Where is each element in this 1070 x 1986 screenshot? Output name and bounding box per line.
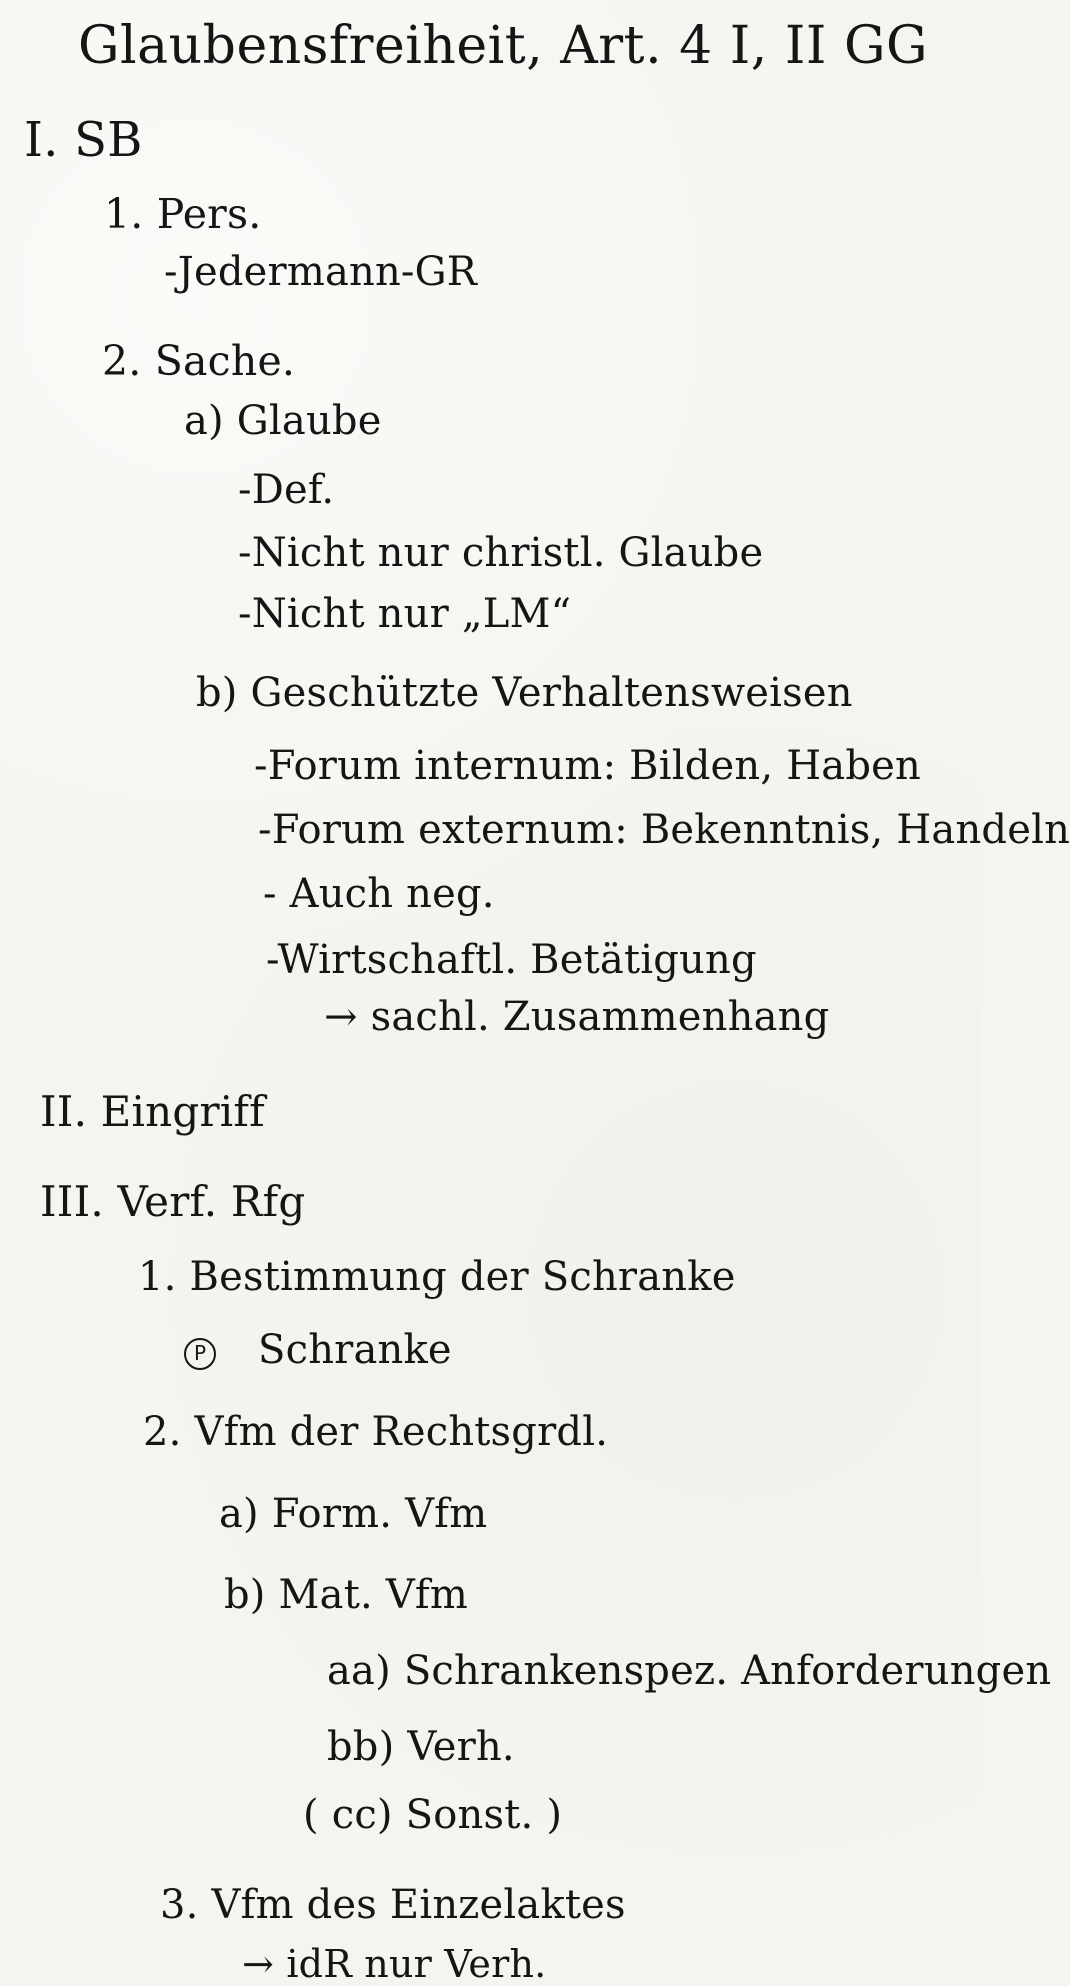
schranke-line: Schranke (258, 1327, 452, 1373)
sache-heading: 2. Sache. (102, 337, 296, 385)
individual-act-heading: 3. Vfm des Einzelaktes (160, 1882, 626, 1928)
glaube-subheading: a) Glaube (184, 398, 382, 444)
document-title: Glaubensfreiheit, Art. 4 I, II GG (78, 16, 929, 76)
material-constitutionality-heading: b) Mat. Vfm (224, 1572, 469, 1618)
formal-constitutionality-line: a) Form. Vfm (219, 1491, 488, 1537)
negative-line: - Auch neg. (263, 871, 495, 917)
limit-specific-requirements-line: aa) Schrankenspez. Anforderungen (327, 1648, 1052, 1694)
jedermann-gr-line: -Jedermann-GR (164, 249, 478, 295)
forum-internum-line: -Forum internum: Bilden, Haben (254, 743, 921, 789)
proportionality-line: bb) Verh. (327, 1724, 515, 1770)
legal-basis-heading: 2. Vfm der Rechtsgrdl. (143, 1409, 609, 1455)
section-heading-sb: I. SB (24, 112, 143, 168)
determination-of-limit-heading: 1. Bestimmung der Schranke (138, 1254, 736, 1300)
definition-line: -Def. (238, 467, 335, 513)
factual-connection-line: → sachl. Zusammenhang (324, 994, 830, 1040)
christian-belief-line: -Nicht nur christl. Glaube (238, 530, 764, 576)
lm-line: -Nicht nur „LM“ (238, 591, 572, 637)
constitutional-justification-heading: III. Verf. Rfg (40, 1177, 306, 1226)
usually-only-proportionality-line: → idR nur Verh. (242, 1942, 547, 1986)
eingriff-heading: II. Eingriff (40, 1087, 265, 1136)
person-heading: 1. Pers. (104, 190, 262, 238)
economic-activity-line: -Wirtschaftl. Betätigung (266, 937, 757, 983)
forum-externum-line: -Forum externum: Bekenntnis, Handeln (258, 807, 1070, 853)
other-requirements-line: ( cc) Sonst. ) (303, 1792, 563, 1838)
problem-marker: P (184, 1338, 216, 1370)
protected-behaviors-subheading: b) Geschützte Verhaltensweisen (196, 670, 853, 716)
